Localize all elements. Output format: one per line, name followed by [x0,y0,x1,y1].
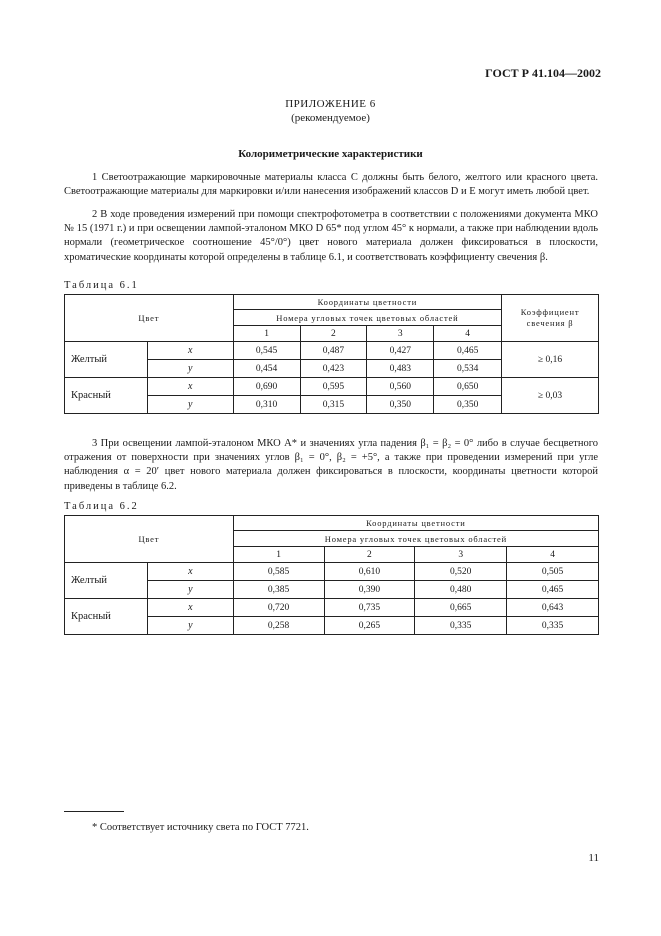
table-cell: 0,265 [324,617,415,635]
appendix-subtitle: (рекомендуемое) [291,112,370,124]
table-col-header: 2 [300,326,367,342]
table-cell: 0,735 [324,599,415,617]
table-1-caption: Таблица 6.1 [64,280,139,291]
footnote-divider [64,811,124,812]
axis-label-x: x [147,342,233,360]
table-cell: 0,258 [233,617,324,635]
table-cell: 0,465 [507,581,599,599]
row-color-label: Красный [65,599,148,635]
table-col-header: 2 [324,547,415,563]
document-id: ГОСТ Р 41.104—2002 [485,66,601,80]
table-header-points: Номера угловых точек цветовых областей [233,310,501,326]
section-title: Колориметрические характеристики [238,148,423,160]
table-cell: 0,720 [233,599,324,617]
footnote: * Соответствует источнику света по ГОСТ 7721. [92,822,309,833]
table-header-coords: Координаты цветности [233,295,501,310]
table-cell: 0,350 [367,396,434,414]
paragraph-1: 1 Светоотражающие маркировочные материалы класса С должны быть белого, желтого или красного цвета. Светоотражающие материалы для маркировки и/или нанесения изображений классов D и E могут иметь любой цвет. [64,172,598,198]
axis-label-x: x [147,378,233,396]
table-col-header: 4 [507,547,599,563]
axis-label-y: y [147,396,233,414]
table-cell: 0,335 [507,617,599,635]
axis-label-y: y [147,617,233,635]
row-color-label: Желтый [65,563,148,599]
axis-label-x: x [147,563,233,581]
table-cell: 0,480 [415,581,507,599]
axis-label-y: y [147,360,233,378]
table-cell: 0,335 [415,617,507,635]
table-6-2 [64,515,599,635]
table-cell: 0,315 [300,396,367,414]
row-color-label: Красный [65,378,148,414]
coefficient-cell: ≥ 0,16 [502,342,599,378]
table-cell: 0,520 [415,563,507,581]
table-cell: 0,423 [300,360,367,378]
table-cell: 0,585 [233,563,324,581]
table-col-header: 3 [367,326,434,342]
table-col-header: 4 [434,326,502,342]
table-cell: 0,310 [233,396,300,414]
row-color-label: Желтый [65,342,148,378]
appendix-title: ПРИЛОЖЕНИЕ 6 [285,98,376,110]
table-cell: 0,650 [434,378,502,396]
table-cell: 0,665 [415,599,507,617]
table-header-color: Цвет [65,295,234,342]
table-cell: 0,487 [300,342,367,360]
table-col-header: 3 [415,547,507,563]
table-col-header: 1 [233,326,300,342]
table-cell: 0,505 [507,563,599,581]
table-cell: 0,465 [434,342,502,360]
table-cell: 0,545 [233,342,300,360]
table-header-coords: Координаты цветности [233,516,598,531]
table-cell: 0,690 [233,378,300,396]
table-6-1 [64,294,599,414]
axis-label-x: x [147,599,233,617]
table-row [65,378,599,396]
paragraph-3: 3 При освещении лампой-эталоном МКО А* и значениях угла падения β₁ = β₂ = 0° либо в случае бесцветного отражения от поверхности при значениях углов β₁ = 0°, β₂ = +5°, а также при проведении измерений при угле наблюдения α = 20′ цвет нового материала должен фиксироваться в плоскости, координаты цветности которой приведены в таблице 6.2. [64,438,598,492]
axis-label-y: y [147,581,233,599]
table-cell: 0,454 [233,360,300,378]
table-header-coefficient: Коэффициент свечения β [502,295,599,342]
table-cell: 0,560 [367,378,434,396]
table-cell: 0,610 [324,563,415,581]
page-number: 11 [588,852,599,864]
table-cell: 0,390 [324,581,415,599]
table-cell: 0,350 [434,396,502,414]
paragraph-2: 2 В ходе проведения измерений при помощи спектрофотометра в соответствии с положениями документа МКО № 15 (1971 г.) и при освещении лампой-эталоном МКО D 65* под углом 45° к нормали, а также при наблюдении вдоль нормали (геометрическое соотношение 45°/0°) цвет нового материала должен фиксироваться в плоскости, хроматические координаты которой определены в таблице 6.1, и соответствовать коэффициенту свечения β. [64,209,598,263]
table-header-color: Цвет [65,516,234,563]
table-cell: 0,534 [434,360,502,378]
table-cell: 0,427 [367,342,434,360]
table-row [65,342,599,360]
table-cell: 0,643 [507,599,599,617]
table-row [65,599,599,617]
coefficient-cell: ≥ 0,03 [502,378,599,414]
table-cell: 0,483 [367,360,434,378]
table-2-caption: Таблица 6.2 [64,501,139,512]
table-row [65,563,599,581]
table-header-points: Номера угловых точек цветовых областей [233,531,598,547]
table-cell: 0,595 [300,378,367,396]
table-col-header: 1 [233,547,324,563]
table-cell: 0,385 [233,581,324,599]
